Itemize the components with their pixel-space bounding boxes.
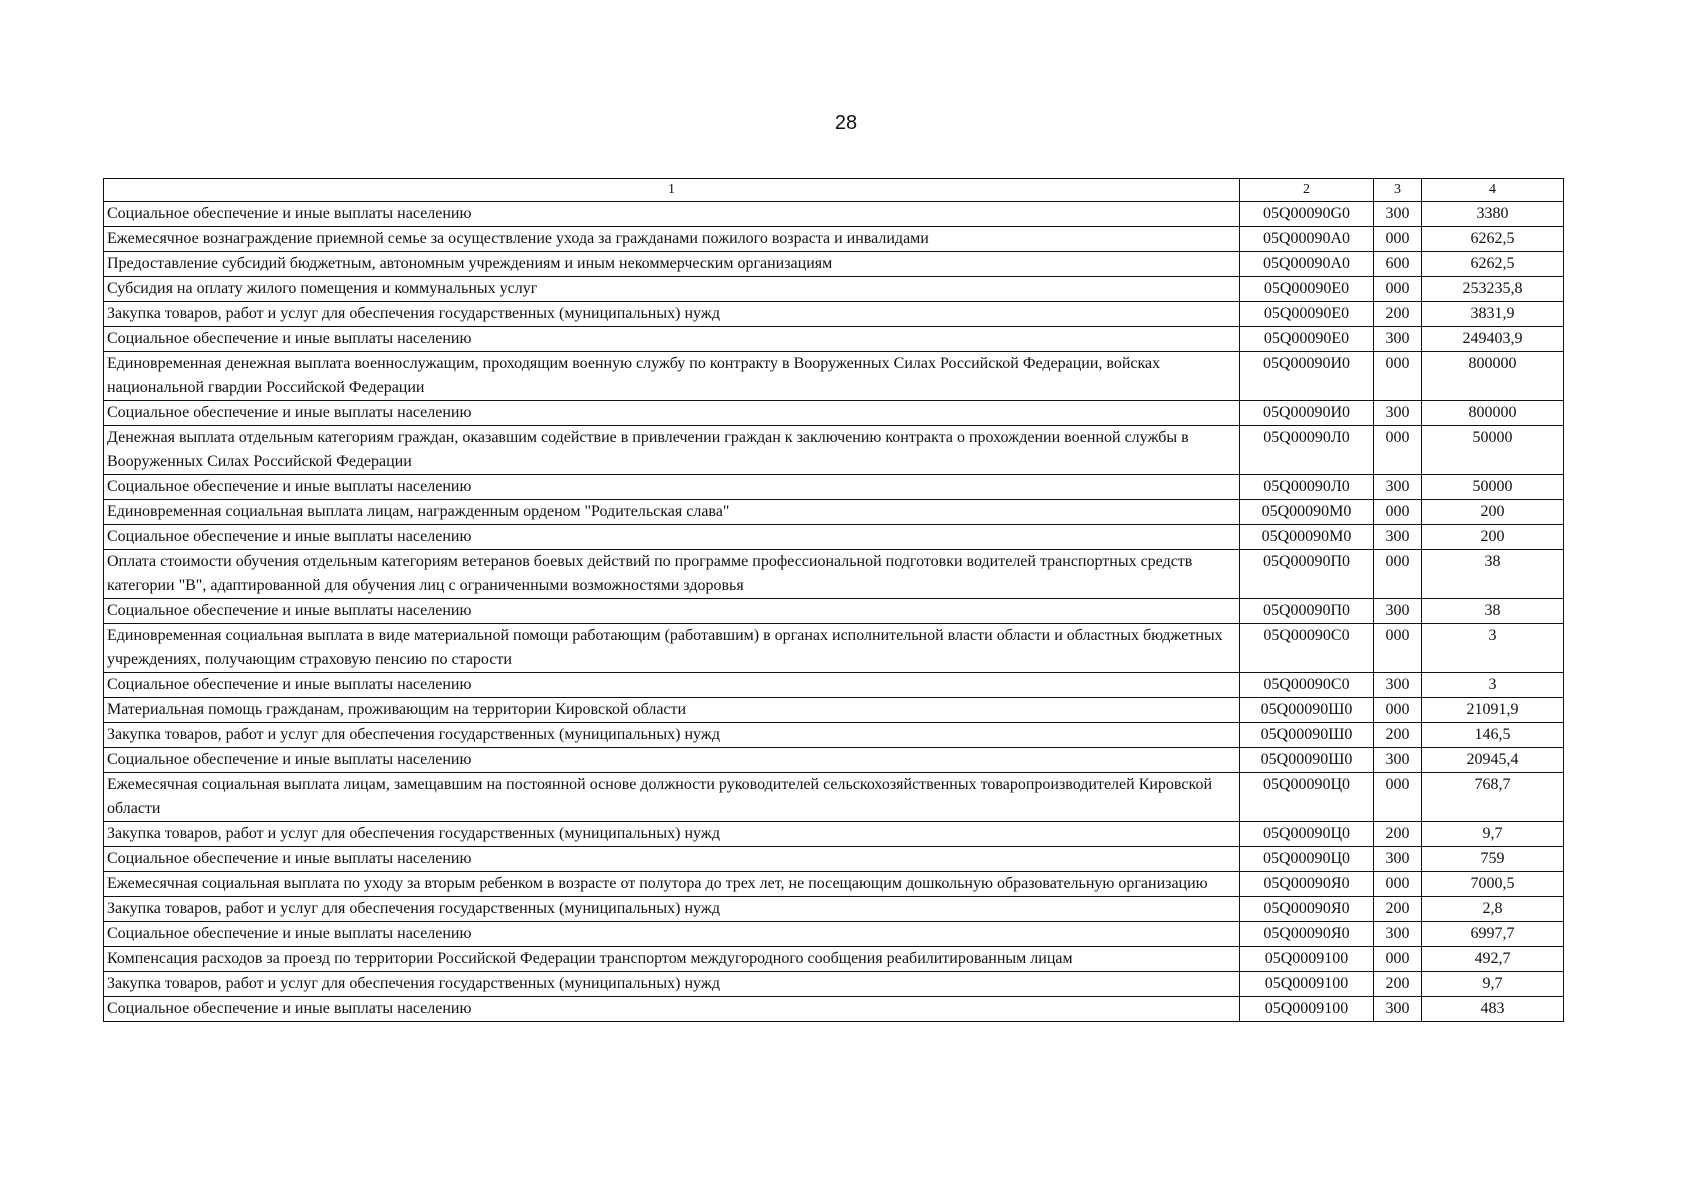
row-sum-cell: 3 xyxy=(1422,624,1564,673)
row-sum-cell: 768,7 xyxy=(1422,773,1564,822)
row-type-cell: 200 xyxy=(1374,723,1422,748)
header-cell-3: 3 xyxy=(1374,179,1422,202)
row-name-cell: Закупка товаров, работ и услуг для обеспечения государственных (муниципальных) нужд xyxy=(104,723,1240,748)
row-sum-cell: 50000 xyxy=(1422,426,1564,475)
table-row xyxy=(104,352,1564,401)
row-type-cell: 600 xyxy=(1374,252,1422,277)
table-row xyxy=(104,202,1564,227)
row-sum-cell: 6997,7 xyxy=(1422,922,1564,947)
row-code-cell: 05Q00090П0 xyxy=(1240,599,1374,624)
row-code-cell: 05Q00090И0 xyxy=(1240,352,1374,401)
row-type-cell: 200 xyxy=(1374,972,1422,997)
table-row xyxy=(104,277,1564,302)
row-code-cell: 05Q00090M0 xyxy=(1240,500,1374,525)
row-sum-cell: 6262,5 xyxy=(1422,227,1564,252)
row-name-cell: Социальное обеспечение и иные выплаты населению xyxy=(104,475,1240,500)
table-row xyxy=(104,401,1564,426)
table-row xyxy=(104,922,1564,947)
row-name-cell: Компенсация расходов за проезд по территории Российской Федерации транспортом междугородного сообщения реабилитированным лицам xyxy=(104,947,1240,972)
row-name-cell: Ежемесячная социальная выплата лицам, замещавшим на постоянной основе должности руководителей сельскохозяйственных товаропроизводителей Кировской области xyxy=(104,773,1240,822)
row-type-cell: 000 xyxy=(1374,500,1422,525)
row-type-cell: 000 xyxy=(1374,227,1422,252)
row-type-cell: 000 xyxy=(1374,352,1422,401)
row-sum-cell: 492,7 xyxy=(1422,947,1564,972)
table-row xyxy=(104,475,1564,500)
page-number: 28 xyxy=(834,112,858,134)
row-sum-cell: 38 xyxy=(1422,599,1564,624)
row-name-cell: Предоставление субсидий бюджетным, автономным учреждениям и иным некоммерческим организациям xyxy=(104,252,1240,277)
row-name-cell: Ежемесячное вознаграждение приемной семье за осуществление ухода за гражданами пожилого возраста и инвалидами xyxy=(104,227,1240,252)
row-sum-cell: 253235,8 xyxy=(1422,277,1564,302)
table-header-row xyxy=(104,179,1564,202)
row-sum-cell: 146,5 xyxy=(1422,723,1564,748)
row-sum-cell: 20945,4 xyxy=(1422,748,1564,773)
row-name-cell: Социальное обеспечение и иные выплаты населению xyxy=(104,327,1240,352)
row-sum-cell: 759 xyxy=(1422,847,1564,872)
table-row xyxy=(104,773,1564,822)
row-code-cell: 05Q00090Ц0 xyxy=(1240,773,1374,822)
row-name-cell: Материальная помощь гражданам, проживающим на территории Кировской области xyxy=(104,698,1240,723)
row-type-cell: 200 xyxy=(1374,897,1422,922)
row-code-cell: 05Q00090Ц0 xyxy=(1240,822,1374,847)
row-code-cell: 05Q00090G0 xyxy=(1240,202,1374,227)
row-code-cell: 05Q00090C0 xyxy=(1240,673,1374,698)
row-type-cell: 300 xyxy=(1374,599,1422,624)
row-type-cell: 300 xyxy=(1374,401,1422,426)
row-sum-cell: 800000 xyxy=(1422,401,1564,426)
table-row xyxy=(104,723,1564,748)
row-code-cell: 05Q0009100 xyxy=(1240,947,1374,972)
row-sum-cell: 3380 xyxy=(1422,202,1564,227)
row-name-cell: Оплата стоимости обучения отдельным категориям ветеранов боевых действий по программе профессиональной подготовки водителей транспортных средств категории "В", адаптированной для обучения лиц с ограниченными возможностями здоровья xyxy=(104,550,1240,599)
row-type-cell: 000 xyxy=(1374,947,1422,972)
row-sum-cell: 249403,9 xyxy=(1422,327,1564,352)
row-name-cell: Социальное обеспечение и иные выплаты населению xyxy=(104,748,1240,773)
row-code-cell: 05Q00090Ш0 xyxy=(1240,723,1374,748)
table-row xyxy=(104,972,1564,997)
row-name-cell: Социальное обеспечение и иные выплаты населению xyxy=(104,922,1240,947)
row-type-cell: 300 xyxy=(1374,327,1422,352)
row-code-cell: 05Q00090Ц0 xyxy=(1240,847,1374,872)
header-cell-4: 4 xyxy=(1422,179,1564,202)
row-code-cell: 05Q00090Ш0 xyxy=(1240,748,1374,773)
row-name-cell: Социальное обеспечение и иные выплаты населению xyxy=(104,997,1240,1022)
row-type-cell: 300 xyxy=(1374,997,1422,1022)
row-sum-cell: 9,7 xyxy=(1422,972,1564,997)
table-row xyxy=(104,227,1564,252)
table-row xyxy=(104,748,1564,773)
row-sum-cell: 3831,9 xyxy=(1422,302,1564,327)
row-code-cell: 05Q00090A0 xyxy=(1240,227,1374,252)
row-type-cell: 000 xyxy=(1374,773,1422,822)
row-name-cell: Субсидия на оплату жилого помещения и коммунальных услуг xyxy=(104,277,1240,302)
row-sum-cell: 2,8 xyxy=(1422,897,1564,922)
row-name-cell: Закупка товаров, работ и услуг для обеспечения государственных (муниципальных) нужд xyxy=(104,822,1240,847)
row-type-cell: 000 xyxy=(1374,426,1422,475)
table-row xyxy=(104,673,1564,698)
row-sum-cell: 7000,5 xyxy=(1422,872,1564,897)
row-name-cell: Социальное обеспечение и иные выплаты населению xyxy=(104,401,1240,426)
table-row xyxy=(104,426,1564,475)
row-sum-cell: 800000 xyxy=(1422,352,1564,401)
row-code-cell: 05Q00090E0 xyxy=(1240,302,1374,327)
row-code-cell: 05Q00090Л0 xyxy=(1240,426,1374,475)
row-type-cell: 300 xyxy=(1374,922,1422,947)
row-type-cell: 000 xyxy=(1374,872,1422,897)
row-code-cell: 05Q00090C0 xyxy=(1240,624,1374,673)
row-sum-cell: 6262,5 xyxy=(1422,252,1564,277)
row-name-cell: Социальное обеспечение и иные выплаты населению xyxy=(104,599,1240,624)
row-code-cell: 05Q00090Я0 xyxy=(1240,922,1374,947)
row-name-cell: Ежемесячная социальная выплата по уходу за вторым ребенком в возрасте от полутора до трех лет, не посещающим дошкольную образовательную организацию xyxy=(104,872,1240,897)
table-row xyxy=(104,500,1564,525)
row-type-cell: 000 xyxy=(1374,698,1422,723)
row-code-cell: 05Q00090E0 xyxy=(1240,327,1374,352)
row-type-cell: 300 xyxy=(1374,202,1422,227)
row-type-cell: 000 xyxy=(1374,277,1422,302)
row-type-cell: 000 xyxy=(1374,550,1422,599)
row-type-cell: 200 xyxy=(1374,822,1422,847)
row-name-cell: Закупка товаров, работ и услуг для обеспечения государственных (муниципальных) нужд xyxy=(104,897,1240,922)
row-code-cell: 05Q0009100 xyxy=(1240,997,1374,1022)
row-name-cell: Социальное обеспечение и иные выплаты населению xyxy=(104,525,1240,550)
budget-table xyxy=(103,178,1564,1022)
row-code-cell: 05Q0009100 xyxy=(1240,972,1374,997)
header-cell-1: 1 xyxy=(104,179,1240,202)
row-sum-cell: 200 xyxy=(1422,525,1564,550)
row-sum-cell: 200 xyxy=(1422,500,1564,525)
table-row xyxy=(104,599,1564,624)
table-row xyxy=(104,698,1564,723)
row-code-cell: 05Q00090A0 xyxy=(1240,252,1374,277)
row-code-cell: 05Q00090Ш0 xyxy=(1240,698,1374,723)
row-type-cell: 200 xyxy=(1374,302,1422,327)
table-row xyxy=(104,624,1564,673)
table-row xyxy=(104,327,1564,352)
row-name-cell: Единовременная социальная выплата лицам, награжденным орденом "Родительская слава" xyxy=(104,500,1240,525)
header-cell-2: 2 xyxy=(1240,179,1374,202)
row-type-cell: 300 xyxy=(1374,475,1422,500)
table-row xyxy=(104,252,1564,277)
table-body xyxy=(104,179,1564,1022)
row-type-cell: 300 xyxy=(1374,525,1422,550)
row-code-cell: 05Q00090M0 xyxy=(1240,525,1374,550)
row-name-cell: Единовременная денежная выплата военнослужащим, проходящим военную службу по контракту в Вооруженных Силах Российской Федерации, войсках национальной гвардии Российской Федерации xyxy=(104,352,1240,401)
table-row xyxy=(104,822,1564,847)
row-sum-cell: 9,7 xyxy=(1422,822,1564,847)
row-name-cell: Социальное обеспечение и иные выплаты населению xyxy=(104,202,1240,227)
table-row xyxy=(104,847,1564,872)
table-row xyxy=(104,872,1564,897)
table-row xyxy=(104,525,1564,550)
table-row xyxy=(104,302,1564,327)
row-sum-cell: 50000 xyxy=(1422,475,1564,500)
row-type-cell: 300 xyxy=(1374,673,1422,698)
row-sum-cell: 483 xyxy=(1422,997,1564,1022)
row-code-cell: 05Q00090E0 xyxy=(1240,277,1374,302)
table-row xyxy=(104,947,1564,972)
row-code-cell: 05Q00090Я0 xyxy=(1240,872,1374,897)
table-row xyxy=(104,550,1564,599)
row-name-cell: Социальное обеспечение и иные выплаты населению xyxy=(104,673,1240,698)
row-code-cell: 05Q00090Я0 xyxy=(1240,897,1374,922)
table-row xyxy=(104,997,1564,1022)
row-name-cell: Закупка товаров, работ и услуг для обеспечения государственных (муниципальных) нужд xyxy=(104,972,1240,997)
row-name-cell: Социальное обеспечение и иные выплаты населению xyxy=(104,847,1240,872)
row-name-cell: Закупка товаров, работ и услуг для обеспечения государственных (муниципальных) нужд xyxy=(104,302,1240,327)
row-name-cell: Единовременная социальная выплата в виде материальной помощи работающим (работавшим) в органах исполнительной власти области и областных бюджетных учреждениях, получающим страховую пенсию по старости xyxy=(104,624,1240,673)
row-name-cell: Денежная выплата отдельным категориям граждан, оказавшим содействие в привлечении граждан к заключению контракта о прохождении военной службы в Вооруженных Силах Российской Федерации xyxy=(104,426,1240,475)
row-sum-cell: 38 xyxy=(1422,550,1564,599)
row-code-cell: 05Q00090Л0 xyxy=(1240,475,1374,500)
row-type-cell: 300 xyxy=(1374,847,1422,872)
row-code-cell: 05Q00090П0 xyxy=(1240,550,1374,599)
row-type-cell: 000 xyxy=(1374,624,1422,673)
row-code-cell: 05Q00090И0 xyxy=(1240,401,1374,426)
row-sum-cell: 21091,9 xyxy=(1422,698,1564,723)
row-sum-cell: 3 xyxy=(1422,673,1564,698)
row-type-cell: 300 xyxy=(1374,748,1422,773)
table-row xyxy=(104,897,1564,922)
